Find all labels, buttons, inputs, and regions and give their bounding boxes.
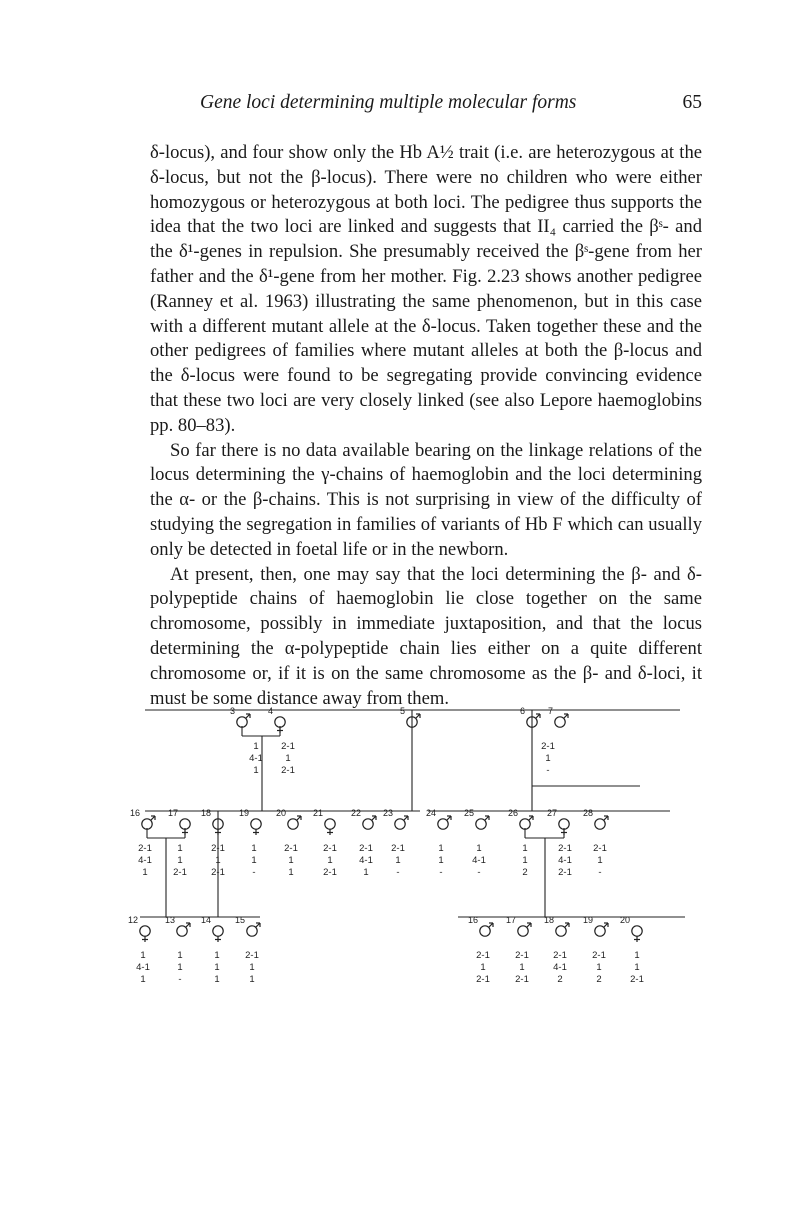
pedigree-value-generation_3_left-15-0: 2-1	[245, 950, 259, 961]
pedigree-value-generation_3_right-17-1: 1	[519, 962, 525, 973]
pedigree-value-generation_2-19-2: -	[252, 867, 256, 878]
pedigree-value-generation_3_left-13-0: 1	[177, 950, 183, 961]
female-symbol-generation_3_left-14	[213, 926, 223, 942]
pedigree-value-generation_1-3-2: 1	[253, 765, 259, 776]
pedigree-value-generation_2-17-2: 2-1	[173, 867, 187, 878]
pedigree-id-generation_3_left-12: 12	[127, 915, 138, 925]
pedigree-value-generation_3_right-20-0: 1	[634, 950, 640, 961]
female-symbol-generation_2-21	[325, 819, 335, 835]
pedigree-id-generation_1-7: 7	[547, 706, 553, 716]
pedigree-id-generation_2-21: 21	[312, 808, 323, 818]
male-symbol-generation_3_right-17	[518, 923, 531, 936]
pedigree-id-generation_3_right-16: 16	[467, 915, 478, 925]
paragraph-3: At present, then, one may say that the loci determining the β- and δ-polypeptide chains of haemoglobin lie close together on the same chromosome, possibly in immediate juxtaposition, and that the locus determining the α-polypeptide chain lies either on a quite different chromosome or, if it is on the same chromosome as the β- and δ-loci, it must be some distance away from them.	[150, 563, 702, 709]
pedigree-value-generation_2-25-1: 4-1	[472, 855, 486, 866]
male-symbol-generation_2-25	[476, 816, 489, 829]
male-symbol-generation_3_right-16	[480, 923, 493, 936]
pedigree-value-generation_2-16-1: 4-1	[138, 855, 152, 866]
pedigree-id-generation_3_left-15: 15	[234, 915, 245, 925]
pedigree-value-generation_1-4-1: 1	[285, 753, 291, 764]
pedigree-value-generation_2-16-0: 2-1	[138, 843, 152, 854]
pedigree-lines	[140, 710, 685, 917]
pedigree-value-generation_3_right-16-1: 1	[480, 962, 486, 973]
pedigree-id-generation_2-20: 20	[275, 808, 286, 818]
pedigree-value-generation_2-26-1: 1	[522, 855, 528, 866]
pedigree-value-generation_2-25-0: 1	[476, 843, 482, 854]
pedigree-id-generation_2-19: 19	[238, 808, 249, 818]
pedigree-value-generation_2-22-2: 1	[363, 867, 369, 878]
pedigree-value-generation_2-28-1: 1	[597, 855, 603, 866]
pedigree-value-generation_2-28-0: 2-1	[593, 843, 607, 854]
pedigree-value-generation_2-23-1: 1	[395, 855, 401, 866]
pedigree-value-generation_2-26-2: 2	[522, 867, 528, 878]
pedigree-value-generation_2-23-2: -	[396, 867, 400, 878]
pedigree-id-generation_3_right-17: 17	[505, 915, 516, 925]
pedigree-value-generation_2-20-1: 1	[288, 855, 294, 866]
paragraph-2: So far there is no data available bearing on the linkage relations of the locus determining the γ-chains of haemoglobin and the loci determining the α- or the β-chains. This is not surprising in view of the difficulty of studying the segregation in families of variants of Hb F which can usually only be detected in foetal life or in the newborn.	[150, 439, 702, 560]
pedigree-value-generation_1-4-0: 2-1	[281, 741, 295, 752]
pedigree-value-generation_2-20-0: 2-1	[284, 843, 298, 854]
pedigree-value-generation_1-3-0: 1	[253, 741, 259, 752]
male-symbol-generation_1-3	[237, 714, 250, 727]
pedigree-value-generation_3_left-15-2: 1	[249, 974, 255, 985]
pedigree-value-generation_2-18-1: 1	[215, 855, 221, 866]
pedigree-figure	[127, 706, 695, 988]
pedigree-value-generation_2-21-1: 1	[327, 855, 333, 866]
pedigree-value-generation_2-18-2: 2-1	[211, 867, 225, 878]
pedigree-value-generation_3_right-17-0: 2-1	[515, 950, 529, 961]
pedigree-value-generation_3_right-18-0: 2-1	[553, 950, 567, 961]
pedigree-id-generation_2-16: 16	[129, 808, 140, 818]
pedigree-id-generation_2-26: 26	[507, 808, 518, 818]
pedigree-value-generation_3_left-12-0: 1	[140, 950, 146, 961]
body-text	[150, 141, 702, 711]
pedigree-id-generation_2-27: 27	[546, 808, 557, 818]
pedigree-value-generation_2-22-0: 2-1	[359, 843, 373, 854]
male-symbol-generation_1-6	[527, 714, 540, 727]
pedigree-id-generation_2-24: 24	[425, 808, 436, 818]
pedigree-value-generation_2-21-0: 2-1	[323, 843, 337, 854]
pedigree-id-generation_2-17: 17	[167, 808, 178, 818]
pedigree-value-generation_2-27-1: 4-1	[558, 855, 572, 866]
pedigree-value-generation_2-24-2: -	[439, 867, 443, 878]
pedigree-value-generation_2-25-2: -	[477, 867, 481, 878]
female-symbol-generation_2-27	[559, 819, 569, 835]
pedigree-value-generation_2-19-0: 1	[251, 843, 257, 854]
pedigree-id-generation_3_right-19: 19	[582, 915, 593, 925]
pedigree-value-generation_2-23-0: 2-1	[391, 843, 405, 854]
male-symbol-generation_3_right-19	[595, 923, 608, 936]
female-symbol-generation_2-19	[251, 819, 261, 835]
pedigree-id-generation_2-23: 23	[382, 808, 393, 818]
pedigree-id-generation_2-25: 25	[463, 808, 474, 818]
paragraph-1: δ-locus), and four show only the Hb A½ trait (i.e. are heterozygous at the δ-locus, but not the β-locus). There were no children who were either homozygous or heterozygous at both loci. The pedigree thus supports the idea that the two loci are linked and suggests that II₄ carried the βˢ- and the δ¹-genes in repulsion. She presumably received the βˢ-gene from her father and the δ¹-gene from her mother. Fig. 2.23 shows another pedigree (Ranney et al. 1963) illustrating the same phenomenon, but in this case with a different mutant allele at the δ-locus. Taken together these and the other pedigrees of families where mutant alleles at both the β-locus and the δ-locus were found to be segregating provide convincing evidence that these two loci are very closely linked (see also Lepore haemoglobins pp. 80–83).	[150, 142, 702, 436]
pedigree-value-generation_3_right-20-2: 2-1	[630, 974, 644, 985]
running-header	[150, 92, 702, 118]
pedigree-value-generation_3_right-18-2: 2	[557, 974, 563, 985]
pedigree-value-generation_3_right-19-2: 2	[596, 974, 602, 985]
pedigree-value-generation_3_left-15-1: 1	[249, 962, 255, 973]
pedigree-value-generation_2-22-1: 4-1	[359, 855, 373, 866]
pedigree-value-generation_2-20-2: 1	[288, 867, 294, 878]
female-symbol-generation_3_left-12	[140, 926, 150, 942]
pedigree-value-generation_2-26-0: 1	[522, 843, 528, 854]
male-symbol-generation_2-28	[595, 816, 608, 829]
pedigree-value-generation_1-7-2: -	[546, 765, 550, 776]
pedigree-value-generation_3_right-16-2: 2-1	[476, 974, 490, 985]
pedigree-diagram	[127, 706, 695, 988]
pedigree-value-generation_1-7-1: 1	[545, 753, 551, 764]
pedigree-value-generation_3_left-14-2: 1	[214, 974, 220, 985]
pedigree-id-generation_3_left-14: 14	[200, 915, 211, 925]
pedigree-value-generation_2-16-2: 1	[142, 867, 148, 878]
male-symbol-generation_1-5	[407, 714, 420, 727]
pedigree-value-generation_3_left-12-1: 4-1	[136, 962, 150, 973]
pedigree-value-generation_3_right-20-1: 1	[634, 962, 640, 973]
pedigree-value-generation_2-24-1: 1	[438, 855, 444, 866]
pedigree-value-generation_3_right-18-1: 4-1	[553, 962, 567, 973]
male-symbol-generation_3_right-18	[556, 923, 569, 936]
pedigree-id-generation_1-5: 5	[399, 706, 405, 716]
male-symbol-generation_1-7	[555, 714, 568, 727]
pedigree-value-generation_3_right-19-1: 1	[596, 962, 602, 973]
male-symbol-generation_2-24	[438, 816, 451, 829]
male-symbol-generation_2-16	[142, 816, 155, 829]
pedigree-value-labels	[136, 741, 644, 985]
pedigree-value-generation_3_left-14-1: 1	[214, 962, 220, 973]
female-symbol-generation_2-17	[180, 819, 190, 835]
pedigree-id-labels	[128, 706, 630, 925]
pedigree-id-generation_2-28: 28	[582, 808, 593, 818]
male-symbol-generation_2-22	[363, 816, 376, 829]
pedigree-value-generation_2-24-0: 1	[438, 843, 444, 854]
male-symbol-generation_2-20	[288, 816, 301, 829]
pedigree-id-generation_1-3: 3	[229, 706, 235, 716]
pedigree-value-generation_3_left-13-1: 1	[177, 962, 183, 973]
pedigree-value-generation_2-18-0: 2-1	[211, 843, 225, 854]
pedigree-value-generation_2-17-1: 1	[177, 855, 183, 866]
pedigree-value-generation_1-4-2: 2-1	[281, 765, 295, 776]
pedigree-id-generation_3_left-13: 13	[164, 915, 175, 925]
female-symbol-generation_3_right-20	[632, 926, 642, 942]
pedigree-value-generation_1-7-0: 2-1	[541, 741, 555, 752]
pedigree-value-generation_3_right-17-2: 2-1	[515, 974, 529, 985]
page-number: 65	[682, 92, 702, 113]
pedigree-symbols	[140, 714, 642, 942]
pedigree-value-generation_3_left-13-2: -	[178, 974, 182, 985]
pedigree-value-generation_2-27-2: 2-1	[558, 867, 572, 878]
pedigree-value-generation_2-21-2: 2-1	[323, 867, 337, 878]
running-title: Gene loci determining multiple molecular forms	[200, 92, 577, 113]
pedigree-id-generation_2-22: 22	[350, 808, 361, 818]
pedigree-id-generation_2-18: 18	[200, 808, 211, 818]
pedigree-value-generation_2-28-2: -	[598, 867, 602, 878]
pedigree-value-generation_2-27-0: 2-1	[558, 843, 572, 854]
pedigree-id-generation_1-6: 6	[519, 706, 525, 716]
male-symbol-generation_2-26	[520, 816, 533, 829]
male-symbol-generation_3_left-15	[247, 923, 260, 936]
pedigree-id-generation_3_right-18: 18	[543, 915, 554, 925]
pedigree-value-generation_2-19-1: 1	[251, 855, 257, 866]
pedigree-value-generation_2-17-0: 1	[177, 843, 183, 854]
pedigree-value-generation_3_right-19-0: 2-1	[592, 950, 606, 961]
male-symbol-generation_3_left-13	[177, 923, 190, 936]
pedigree-value-generation_1-3-1: 4-1	[249, 753, 263, 764]
pedigree-value-generation_3_left-14-0: 1	[214, 950, 220, 961]
female-symbol-generation_1-4	[275, 717, 285, 733]
pedigree-id-generation_1-4: 4	[267, 706, 273, 716]
pedigree-id-generation_3_right-20: 20	[619, 915, 630, 925]
male-symbol-generation_2-23	[395, 816, 408, 829]
pedigree-value-generation_3_left-12-2: 1	[140, 974, 146, 985]
pedigree-value-generation_3_right-16-0: 2-1	[476, 950, 490, 961]
